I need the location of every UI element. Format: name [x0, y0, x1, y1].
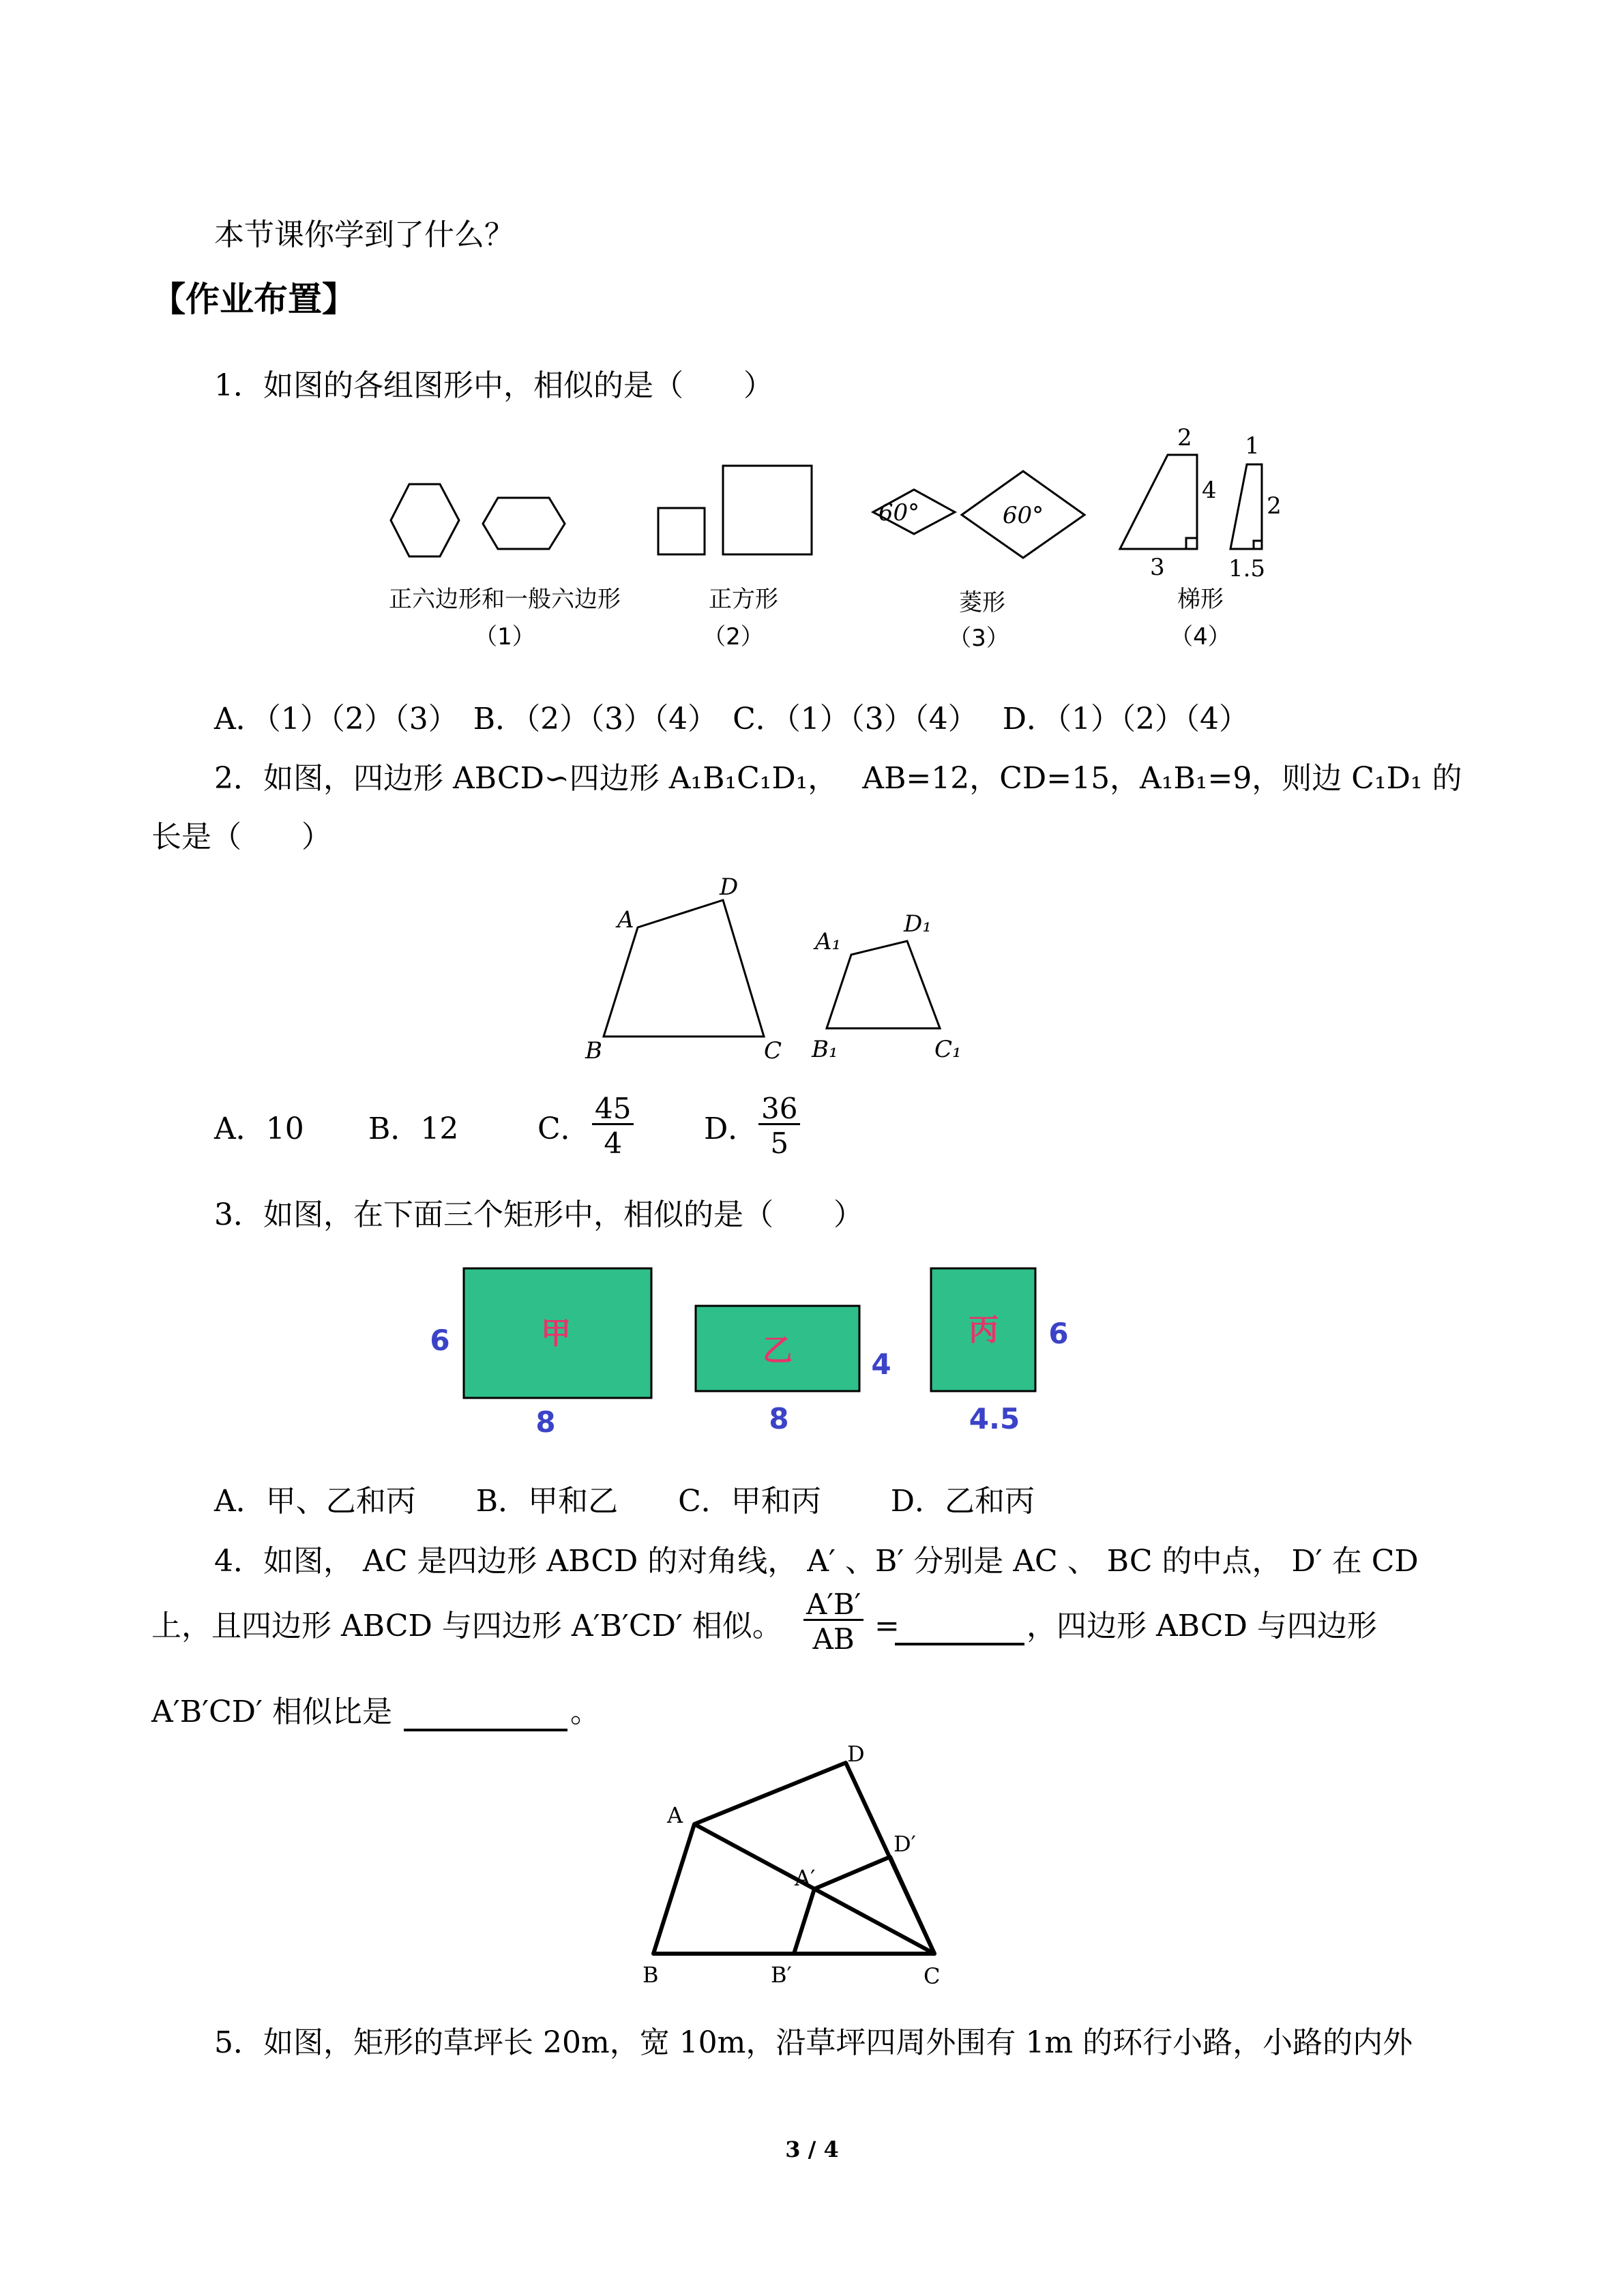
- vertex-label: A′: [795, 1865, 816, 1891]
- fraction-denominator: 4: [592, 1123, 634, 1158]
- right-angle-mark-small: [1254, 541, 1262, 549]
- fig-caption: 正方形: [709, 586, 778, 613]
- dim-label: 2: [1177, 424, 1192, 451]
- fraction-numerator: 36: [761, 1092, 798, 1125]
- right-angle-mark: [1186, 538, 1197, 549]
- vertex-label: B′: [771, 1962, 792, 1988]
- vertex-label: A: [667, 1802, 683, 1828]
- q1-figure: [368, 413, 1310, 665]
- q2-option-a: A．10: [214, 1112, 304, 1146]
- fig-caption: 菱形: [959, 589, 1005, 616]
- fraction-denominator: AB: [803, 1619, 863, 1654]
- dim-label: 2: [1267, 492, 1282, 520]
- q4-stem-line3-end: 。: [570, 1695, 600, 1729]
- q2-stem-line1: 2．如图，四边形 ABCD∽四边形 A₁B₁C₁D₁， AB=12，CD=15，A₁B₁=9，则边 C₁D₁ 的: [214, 761, 1462, 796]
- fraction-numerator: A′B′: [806, 1587, 861, 1621]
- q2-option-b: B．12: [368, 1112, 459, 1146]
- q3-stem: 3．如图，在下面三个矩形中，相似的是（ ）: [214, 1197, 863, 1232]
- vertex-label: D: [720, 874, 739, 901]
- q1-options: A．（1）（2）（3） B．（2）（3）（4） C．（1）（3）（4） D．（1）（2）（4）: [214, 702, 1249, 736]
- vertex-label: D′: [894, 1831, 916, 1857]
- q4-stem-line2b: ，四边形 ABCD 与四边形: [1027, 1609, 1377, 1643]
- trapezoid-small: [1230, 464, 1262, 549]
- angle-label: 60°: [878, 499, 920, 526]
- dim-label: 1.5: [1228, 555, 1266, 582]
- vertex-label: D: [847, 1742, 865, 1767]
- q4-answer-blank-1[interactable]: [895, 1611, 1024, 1651]
- dim-label: 6: [430, 1324, 450, 1357]
- dim-label: 3: [1150, 554, 1165, 581]
- fig-caption: 梯形: [1177, 586, 1224, 613]
- rect-label: 甲: [541, 1316, 571, 1351]
- angle-label: 60°: [1002, 502, 1044, 529]
- dim-label: 1: [1245, 432, 1260, 460]
- small-square: [658, 508, 705, 554]
- q4-stem-line2a: 上，且四边形 ABCD 与四边形 A′B′CD′ 相似。: [151, 1609, 782, 1643]
- q3-figure: [423, 1262, 1078, 1446]
- vertex-label: B₁: [812, 1036, 838, 1063]
- q2-figure: [580, 873, 989, 1071]
- trapezoid-large: [1120, 455, 1197, 549]
- fig-caption: 正六边形和一般六边形: [389, 586, 621, 613]
- q4-answer-blank-2[interactable]: [404, 1697, 567, 1737]
- q2-stem-line2: 长是（ ）: [151, 820, 331, 854]
- q2-option-d-fraction: [758, 1094, 800, 1158]
- vertex-label: C: [924, 1963, 941, 1989]
- fig-label: （2）: [703, 623, 764, 651]
- q1-stem: 1．如图的各组图形中，相似的是（ ）: [214, 368, 773, 403]
- q2-option-c-fraction: [592, 1094, 634, 1158]
- section-title: 【作业布置】: [151, 280, 356, 319]
- vertex-label: A: [617, 906, 634, 934]
- large-square: [723, 466, 812, 554]
- intro-text: 本节课你学到了什么？: [214, 218, 514, 252]
- page-number: 3 / 4: [785, 2136, 839, 2162]
- vertex-label: D₁: [904, 910, 932, 938]
- q4-equals: =: [874, 1609, 900, 1643]
- vertex-label: A₁: [815, 928, 842, 955]
- dim-label: 4: [1202, 477, 1217, 504]
- dim-label: 4: [871, 1347, 891, 1381]
- q5-stem: 5．如图，矩形的草坪长 20m，宽 10m，沿草坪四周外围有 1m 的环行小路，小路的内外: [214, 2025, 1413, 2060]
- q2-option-c: C．: [537, 1112, 591, 1146]
- q4-stem-line1: 4．如图， AC 是四边形 ABCD 的对角线， A′ 、B′ 分别是 AC 、 BC 的中点， D′ 在 CD: [214, 1544, 1419, 1579]
- vertex-label: C: [764, 1037, 782, 1064]
- q3-options: A．甲、乙和丙 B．甲和乙 C．甲和丙 D．乙和丙: [214, 1484, 1035, 1519]
- regular-hexagon: [391, 484, 459, 556]
- q4-fraction: [803, 1587, 863, 1656]
- vertex-label: B: [585, 1037, 602, 1064]
- q4-stem-line3: A′B′CD′ 相似比是: [151, 1695, 393, 1729]
- rect-label: 乙: [763, 1333, 793, 1368]
- dim-label: 4.5: [969, 1402, 1020, 1435]
- q2-option-d: D．: [704, 1112, 758, 1146]
- fig-label: （1）: [474, 623, 535, 651]
- vertex-label: B: [643, 1962, 659, 1988]
- fraction-denominator: 5: [758, 1123, 800, 1158]
- rect-label: 丙: [969, 1313, 999, 1347]
- dim-label: 8: [535, 1405, 556, 1439]
- fig-label: （4）: [1170, 623, 1231, 651]
- vertex-label: C₁: [934, 1036, 962, 1063]
- irregular-hexagon: [483, 498, 565, 549]
- dim-label: 8: [769, 1402, 789, 1435]
- dim-label: 6: [1048, 1317, 1069, 1350]
- q4-figure: [634, 1742, 962, 1995]
- fig-label: （3）: [948, 625, 1009, 652]
- quad-a1b1c1d1: [827, 941, 940, 1028]
- fraction-numerator: 45: [595, 1092, 632, 1125]
